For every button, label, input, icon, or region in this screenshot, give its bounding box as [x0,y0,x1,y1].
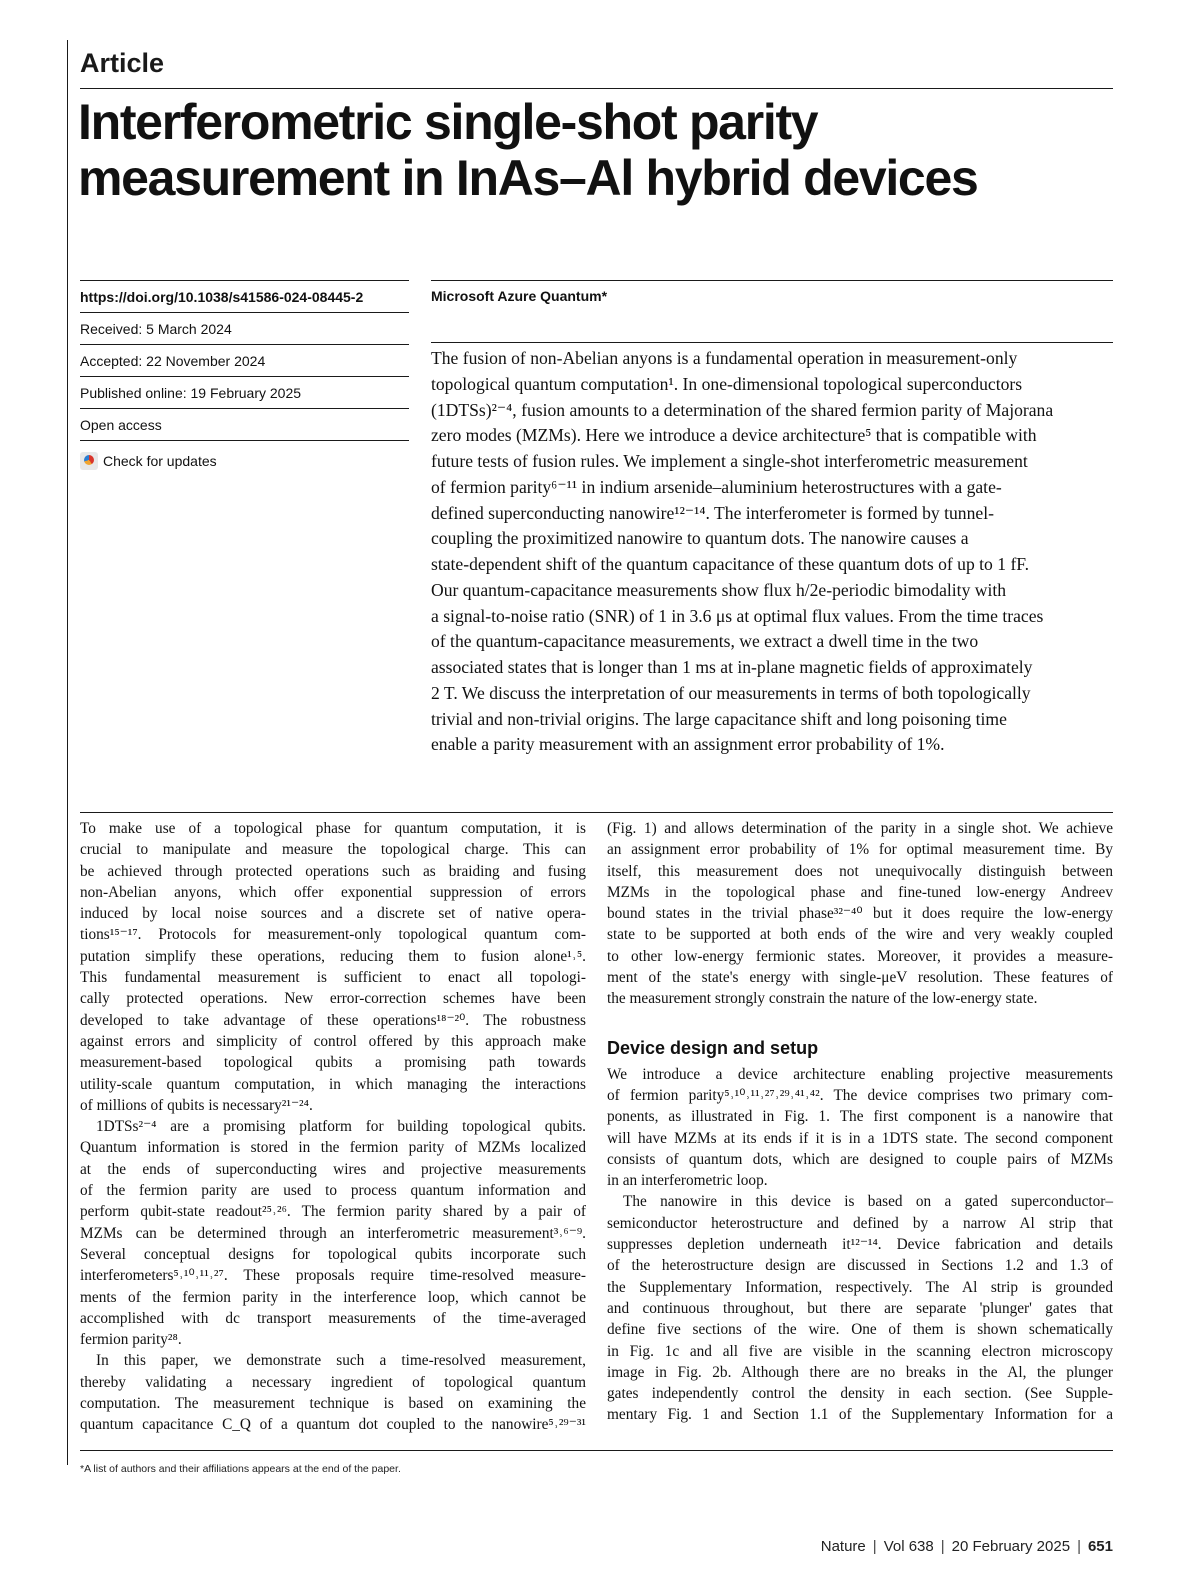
abstract [431,346,1115,758]
body-text-line: measurement-based topological qubits a promising path towards [80,1054,586,1072]
abstract-line: of the quantum-capacitance measurements, we extract a dwell time in the two [431,631,979,652]
body-text-line: image in Fig. 2b. Although there are no breaks in the Al, the plunger [607,1363,1113,1381]
left-margin-rule [67,40,68,1465]
article-title [78,94,1118,206]
body-text-line: In this paper, we demonstrate such a time-resolved measurement, [96,1352,586,1370]
section-heading: Device design and setup [607,1037,819,1058]
title-line: Interferometric single-shot parity [78,94,818,150]
open-access-label: Open access [80,408,409,440]
body-text-line: be achieved through protected operations such as braiding and fusing [80,862,586,880]
abstract-line: defined superconducting nanowire¹²⁻¹⁴. The interferometer is formed by tunnel- [431,502,994,523]
body-text-line: fermion parity²⁸. [80,1331,182,1349]
title-line: measurement in InAs–Al hybrid devices [78,150,978,206]
body-text-line: thereby validating a necessary ingredient of topological quantum [80,1373,586,1391]
body-text-line: semiconductor heterostructure and defined by a narrow Al strip that [607,1214,1113,1232]
body-text-line: Quantum information is stored in the fermion parity of MZMs localized [80,1139,586,1157]
doi-link[interactable]: https://doi.org/10.1038/s41586-024-08445-2 [80,280,409,312]
body-text-line: suppresses depletion underneath it¹²⁻¹⁴. Device fabrication and details [607,1236,1113,1254]
abstract-line: (1DTSs)²⁻⁴, fusion amounts to a determination of the shared fermion parity of Majorana [431,399,1054,420]
authors-top-rule [431,280,1113,281]
abstract-line: future tests of fusion rules. We implement a single-shot interferometric measurement [431,451,1028,471]
body-text-line: of millions of qubits is necessary²¹⁻²⁴. [80,1096,313,1114]
body-text-line: and continuous throughout, but there are separate 'plunger' gates that [607,1299,1113,1317]
body-text-line: in Fig. 1c and all five are visible in the scanning electron microscopy [607,1342,1113,1360]
body-text-line: state to be supported at both ends of the wire and very weakly coupled [607,926,1113,944]
footnote-rule [80,1450,1113,1451]
article-type-label: Article [80,48,165,78]
body-text-line: Several conceptual designs for topological qubits incorporate such [80,1245,586,1263]
abstract-top-rule [431,342,1113,343]
author-footnote: *A list of authors and their affiliations appears at the end of the paper. [80,1463,401,1475]
body-text-line: will have MZMs at its ends if it is in a 1DTS state. The second component [607,1129,1113,1147]
body-text-line: MZMs can be determined through an interferometric measurement³˒⁶⁻⁹. [80,1224,586,1242]
abstract-line: associated states that is longer than 1 ms at in-plane magnetic fields of approximately [431,657,1033,677]
body-text-line: (Fig. 1) and allows determination of the parity in a single shot. We achieve [607,820,1113,837]
body-text-line: ments of the fermion parity in the interference loop, which cannot be [80,1288,586,1306]
body-text-line: in an interferometric loop. [607,1172,768,1190]
article-metadata [80,280,409,472]
abstract-line: a signal-to-noise ratio (SNR) of 1 in 3.6 μs at optimal flux values. From the time traces [431,605,1044,626]
received-date: Received: 5 March 2024 [80,312,409,344]
body-text-line: perform qubit-state readout²⁵˒²⁶. The fermion parity shared by a pair of [80,1203,586,1221]
volume: Vol 638 [883,1538,934,1555]
body-text-line: ment of the state's energy with single-μeV resolution. These features of [607,969,1113,987]
body-text-line: MZMs in the topological phase and fine-tuned low-energy Andreev [607,883,1113,901]
abstract-line: Our quantum-capacitance measurements show flux h/2e-periodic bimodality with [431,579,1007,600]
body-text-line: gates independently control the density in each section. (See Supple- [607,1385,1113,1403]
abstract-line: 2 T. We discuss the interpretation of our measurements in terms of both topologically [431,682,1031,703]
authors: Microsoft Azure Quantum* [431,288,608,304]
body-text-line: consists of quantum dots, which are designed to couple pairs of MZMs [607,1150,1113,1168]
abstract-line: of fermion parity⁶⁻¹¹ in indium arsenide–aluminium heterostructures with a gate- [431,476,1002,497]
abstract-line: topological quantum computation¹. In one-dimensional topological superconductors [431,373,1023,394]
body-text-line: to other low-energy fermionic states. Moreover, it provides a measure- [607,947,1113,965]
body-text-line: ponents, as illustrated in Fig. 1. The first component is a nanowire that [607,1108,1113,1126]
issue-date: 20 February 2025 [951,1538,1071,1555]
published-date: Published online: 19 February 2025 [80,376,409,408]
body-top-rule [80,812,1113,813]
body-text-line: We introduce a device architecture enabling projective measurements [607,1065,1113,1083]
body-text-line: of the fermion parity are used to process quantum information and [80,1182,586,1200]
body-column-right [607,818,1113,1426]
body-text-line: This fundamental measurement is sufficient to enact all topologi- [80,969,586,987]
body-text-line: putation simplify these operations, reducing them to fusion alone¹˒⁵. [80,947,586,965]
body-text-line: against errors and simplicity of control offered by this approach make [80,1032,586,1050]
check-for-updates-label: Check for updates [103,452,217,469]
body-text-line: The nanowire in this device is based on a gated superconductor– [623,1193,1113,1211]
body-text-line: developed to take advantage of these operations¹⁸⁻²⁰. The robustness [80,1011,586,1029]
check-for-updates-icon [80,452,98,470]
body-text-line: an assignment error probability of 1% for optimal measurement time. By [607,841,1113,859]
header-rule [80,88,1113,89]
abstract-line: zero modes (MZMs). Here we introduce a device architecture⁵ that is compatible with [431,425,1037,446]
body-text-line: To make use of a topological phase for quantum computation, it is [80,820,586,837]
accepted-date: Accepted: 22 November 2024 [80,344,409,376]
body-text-line: the measurement strongly constrain the nature of the low-energy state. [607,990,1038,1008]
abstract-line: state-dependent shift of the quantum capacitance of these quantum dots of up to 1 fF. [431,554,1030,574]
body-text-line: quantum capacitance C_Q of a quantum dot coupled to the nanowire⁵˒²⁹⁻³¹ [80,1416,586,1434]
body-text-line: bound states in the trivial phase³²⁻⁴⁰ but it does require the low-energy [607,905,1113,923]
body-text-line: 1DTSs²⁻⁴ are a promising platform for building topological qubits. [96,1118,586,1136]
body-text-line: accomplished with dc transport measurements of the time-averaged [80,1309,586,1327]
page-footer: Nature | Vol 638 | 20 February 2025 | 651 [820,1538,1113,1555]
page-number: 651 [1087,1538,1113,1555]
journal-name: Nature [820,1538,866,1555]
body-text-line: of the heterostructure design are discussed in Sections 1.2 and 1.3 of [607,1257,1113,1275]
body-text-line: tions¹⁵⁻¹⁷. Protocols for measurement-only topological quantum com- [80,926,586,944]
body-text-line: at the ends of superconducting wires and projective measurements [80,1160,586,1178]
abstract-line: enable a parity measurement with an assignment error probability of 1%. [431,734,945,755]
body-text-line: computation. The measurement technique is based on examining the [80,1395,586,1413]
body-text-line: the Supplementary Information, respectively. The Al strip is grounded [607,1278,1113,1296]
body-column-left [80,818,586,1436]
body-text-line: non-Abelian anyons, which offer exponential suppression of errors [80,883,586,901]
body-text-line: utility-scale quantum computation, in which managing the interactions [80,1075,586,1093]
abstract-line: The fusion of non-Abelian anyons is a fundamental operation in measurement-only [431,348,1018,368]
body-text-line: define five sections of the wire. One of them is shown schematically [607,1321,1113,1339]
body-text-line: induced by local noise sources and a discrete set of native opera- [80,905,586,923]
body-text-line: cally protected operations. New error-correction schemes have been [80,990,586,1008]
body-text-line: crucial to manipulate and measure the topological charge. This can [80,841,586,859]
body-text-line: itself, this measurement does not unequivocally distinguish between [607,862,1113,880]
check-for-updates-button[interactable] [80,440,409,472]
abstract-line: coupling the proximitized nanowire to quantum dots. The nanowire causes a [431,528,969,549]
body-text-line: of fermion parity⁵˒¹⁰˒¹¹˒²⁷˒²⁹˒⁴¹˒⁴². The device comprises two primary com- [607,1086,1113,1104]
body-text-line: interferometers⁵˒¹⁰˒¹¹˒²⁷. These proposals require time-resolved measure- [80,1267,586,1285]
body-text-line: mentary Fig. 1 and Section 1.1 of the Supplementary Information for a [607,1406,1113,1424]
abstract-line: trivial and non-trivial origins. The large capacitance shift and long poisoning time [431,708,1007,729]
